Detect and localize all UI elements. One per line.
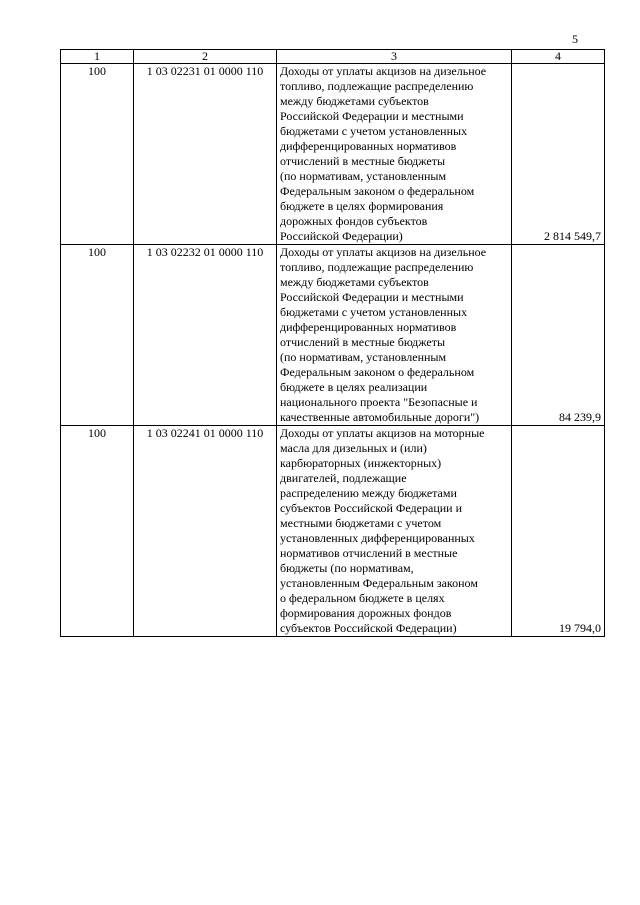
column-header-4: 4 bbox=[512, 50, 605, 64]
revenue-code-cell: 1 03 02232 01 0000 110 bbox=[134, 245, 277, 426]
table-header bbox=[61, 50, 605, 64]
admin-code-cell: 100 bbox=[61, 245, 134, 426]
description-cell: Доходы от уплаты акцизов на дизельное топливо, подлежащие распределению между бюджетами субъектов Российской Федерации и местными бюджетами с учетом установленных дифференцированных нормативов отчислений в местные бюджеты (по нормативам, установленным Федеральным законом о федеральном бюджете в целях формирования дорожных фондов субъектов Российской Федерации) bbox=[277, 64, 512, 245]
amount-cell: 2 814 549,7 bbox=[512, 64, 605, 245]
table-body bbox=[61, 64, 605, 637]
column-header-2: 2 bbox=[134, 50, 277, 64]
header-row bbox=[61, 50, 605, 64]
description-cell: Доходы от уплаты акцизов на моторные масла для дизельных и (или) карбюраторных (инжекторных) двигателей, подлежащие распределению между бюджетами субъектов Российской Федерации и местными бюджетами с учетом установленных дифференцированных нормативов отчислений в местные бюджеты (по нормативам, установленным Федеральным законом о федеральном бюджете в целях формирования дорожных фондов субъектов Российской Федерации) bbox=[277, 426, 512, 637]
table-row bbox=[61, 245, 605, 426]
column-header-1: 1 bbox=[61, 50, 134, 64]
revenue-code-cell: 1 03 02241 01 0000 110 bbox=[134, 426, 277, 637]
revenue-table bbox=[60, 49, 605, 637]
amount-cell: 19 794,0 bbox=[512, 426, 605, 637]
amount-cell: 84 239,9 bbox=[512, 245, 605, 426]
revenue-code-cell: 1 03 02231 01 0000 110 bbox=[134, 64, 277, 245]
table-row bbox=[61, 426, 605, 637]
table-row bbox=[61, 64, 605, 245]
description-cell: Доходы от уплаты акцизов на дизельное топливо, подлежащие распределению между бюджетами субъектов Российской Федерации и местными бюджетами с учетом установленных дифференцированных нормативов отчислений в местные бюджеты (по нормативам, установленным Федеральным законом о федеральном бюджете в целях реализации национального проекта "Безопасные и качественные автомобильные дороги") bbox=[277, 245, 512, 426]
admin-code-cell: 100 bbox=[61, 426, 134, 637]
column-header-3: 3 bbox=[277, 50, 512, 64]
page-number: 5 bbox=[572, 32, 578, 46]
admin-code-cell: 100 bbox=[61, 64, 134, 245]
